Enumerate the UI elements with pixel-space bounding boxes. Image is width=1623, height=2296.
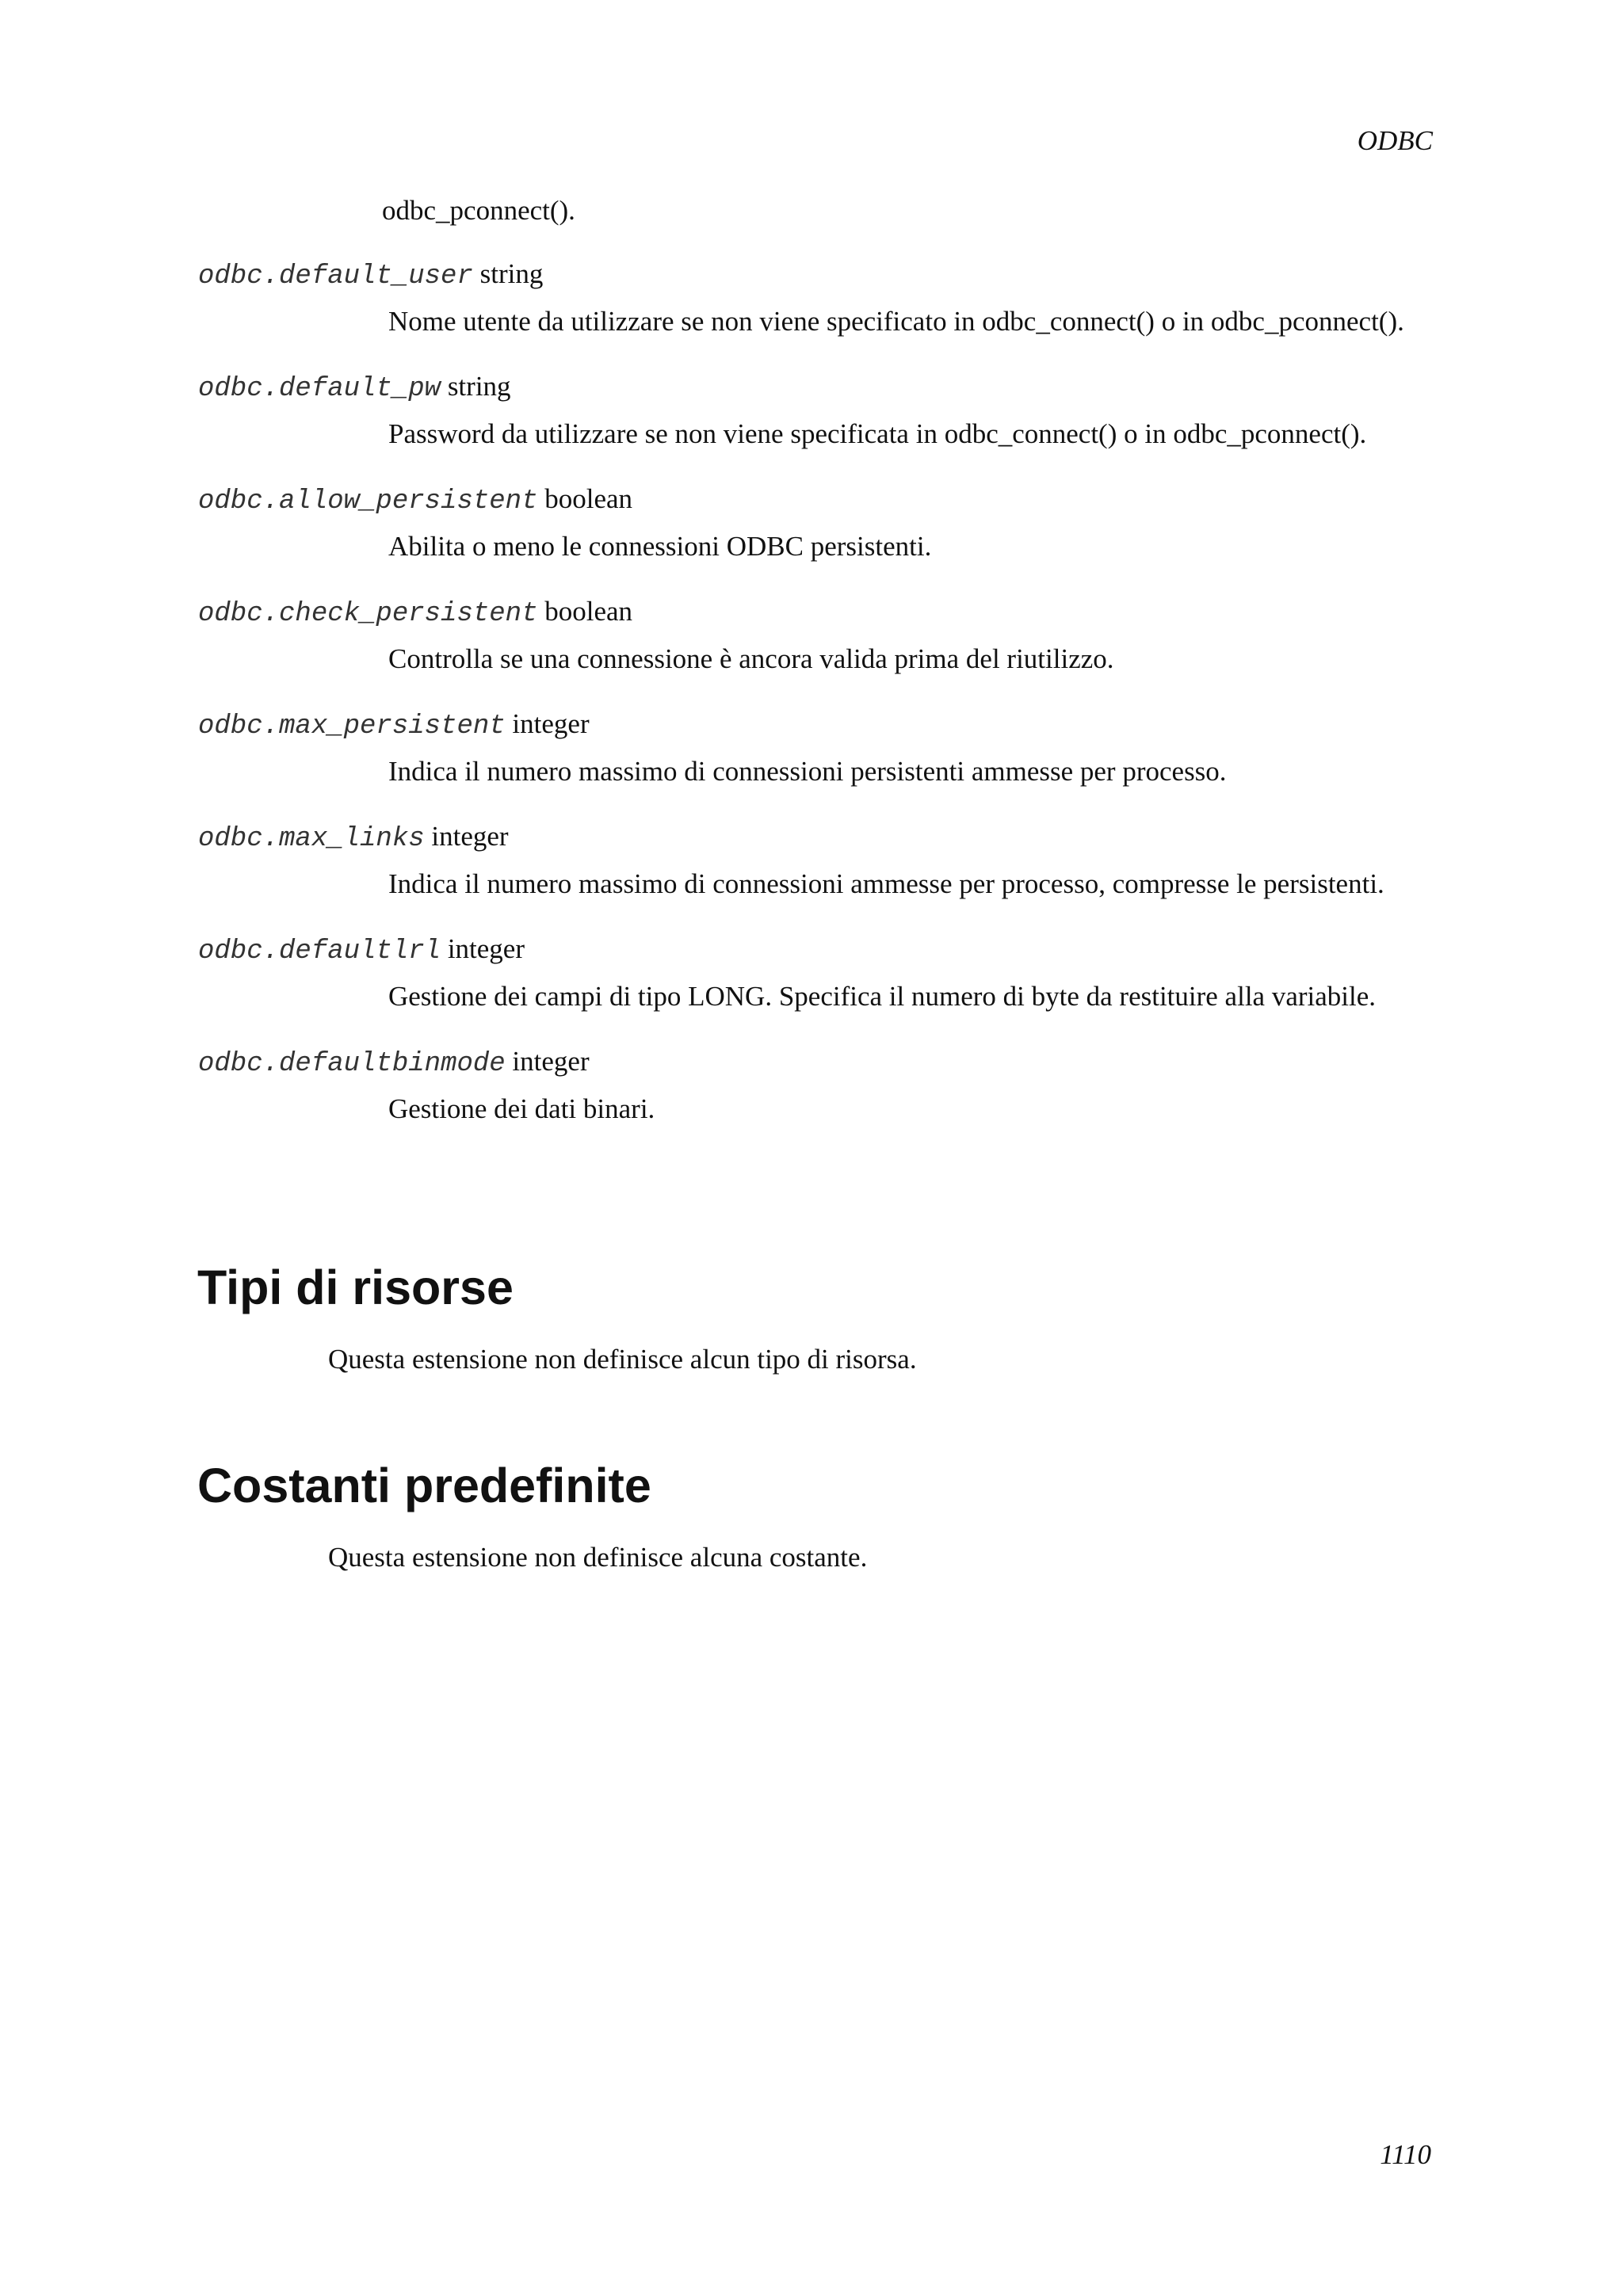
- directive-type: string: [447, 371, 511, 402]
- directive-name: odbc.defaultlrl: [198, 936, 441, 967]
- directive-description: Indica il numero massimo di connessioni persistenti ammesse per processo.: [388, 756, 1227, 787]
- directive-entry: [198, 821, 1384, 899]
- directive-type: string: [479, 258, 544, 289]
- directive-entry: [198, 708, 1227, 787]
- section-text-resource-types: Questa estensione non definisce alcun tipo di risorsa.: [328, 1344, 917, 1375]
- directive-description: Nome utente da utilizzare se non viene specificato in odbc_connect() o in odbc_pconnect().: [388, 306, 1404, 337]
- directive-name: odbc.default_user: [198, 261, 473, 292]
- directive-type: boolean: [544, 483, 633, 514]
- directive-name: odbc.defaultbinmode: [198, 1049, 506, 1079]
- directive-type: integer: [512, 708, 590, 739]
- directive-description: Controlla se una connessione è ancora valida prima del riutilizzo.: [388, 643, 1114, 674]
- directive-name: odbc.max_persistent: [198, 711, 506, 742]
- directive-entry: [198, 483, 932, 562]
- section-heading-resource-types: Tipi di risorse: [197, 1261, 514, 1314]
- directive-name: odbc.max_links: [198, 824, 425, 854]
- directive-entry: [198, 258, 1404, 337]
- directive-description: Gestione dei dati binari.: [388, 1093, 655, 1124]
- directive-description: Password da utilizzare se non viene specificata in odbc_connect() o in odbc_pconnect().: [388, 418, 1367, 449]
- section-heading-constants: Costanti predefinite: [197, 1459, 651, 1512]
- directive-type: integer: [512, 1046, 590, 1077]
- directive-description: Indica il numero massimo di connessioni ammesse per processo, compresse le persistenti.: [388, 868, 1384, 899]
- directive-description: Abilita o meno le connessioni ODBC persistenti.: [388, 531, 932, 562]
- directive-entry: [198, 1046, 655, 1124]
- directive-entry: [198, 933, 1377, 1012]
- directive-name: odbc.default_pw: [198, 374, 441, 404]
- directive-name: odbc.check_persistent: [198, 599, 538, 629]
- page-number: 1110: [1380, 2139, 1431, 2170]
- continuation-text: odbc_pconnect().: [382, 195, 575, 226]
- running-header: ODBC: [1357, 125, 1433, 156]
- directive-type: integer: [447, 933, 525, 964]
- directive-type: boolean: [544, 596, 633, 627]
- directive-name: odbc.allow_persistent: [198, 486, 538, 517]
- directive-type: integer: [431, 821, 509, 852]
- directive-description: Gestione dei campi di tipo LONG. Specifica il numero di byte da restituire alla variabile.: [388, 981, 1377, 1012]
- section-text-constants: Questa estensione non definisce alcuna costante.: [328, 1542, 868, 1573]
- directive-entry: [198, 596, 1114, 674]
- directive-entry: [198, 371, 1367, 449]
